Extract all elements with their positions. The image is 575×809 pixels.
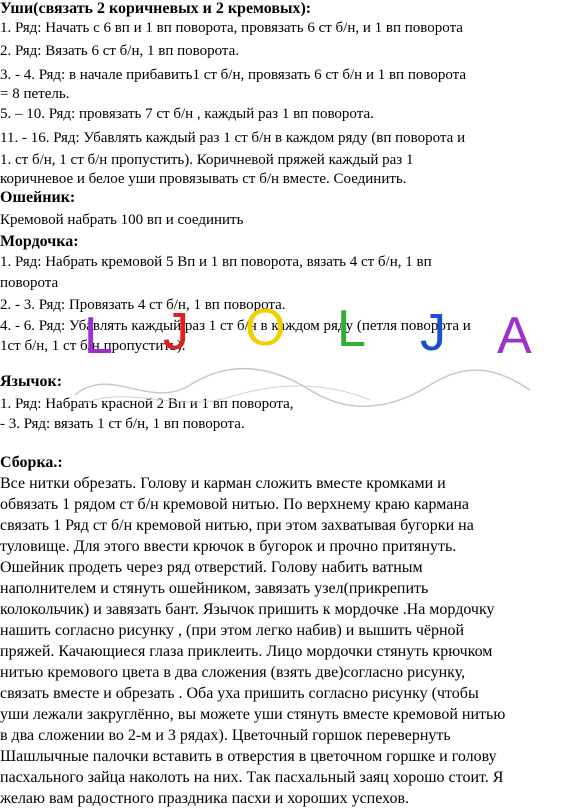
text-line: в два сложении во 2-м и 3 рядах). Цветочный горшок перевернуть — [0, 727, 451, 744]
section-heading-tongue: Язычок: — [0, 373, 63, 390]
text-line: 3. - 4. Ряд: в начале прибавить1 ст б/н, провязать 6 ст б/н и 1 вп поворота — [0, 67, 467, 83]
section-heading-assembly: Сборка.: — [0, 454, 63, 471]
text-line: 1. Ряд: Начать с 6 вп и 1 вп поворота, провязать 6 ст б/н, и 1 вп поворота — [0, 20, 463, 36]
text-line: Кремовой набрать 100 вп и соединить — [0, 212, 244, 228]
text-line: 4. - 6. Ряд: Убавлять каждый раз 1 ст б/н в каждом ряду (петля поворота и — [0, 318, 471, 334]
section-heading-ears: Уши(связать 2 коричневых и 2 кремовых): — [0, 0, 312, 17]
text-line: пряжей. Качающиеся глаза приклеить. Лицо мордочки стянуть крючком — [0, 643, 493, 660]
watermark-letter: L — [337, 300, 366, 358]
text-line: коричневое и белое уши провязывать ст б/н вместе. Соединить. — [0, 171, 407, 187]
text-line: 1. Ряд: Набрать красной 2 Вп и 1 вп поворота, — [0, 396, 294, 412]
watermark-letter: J — [420, 304, 446, 362]
text-line: колокольчик) и завязать бант. Язычок пришить к мордочке .На мордочку — [0, 601, 495, 618]
text-line: туловище. Для этого ввести крючок в бугорок и прочно притянуть. — [0, 538, 457, 555]
text-line: 5. – 10. Ряд: провязать 7 ст б/н , каждый раз 1 вп поворота. — [0, 106, 374, 122]
text-line: 1. ст б/н, 1 ст б/н пропустить). Коричневой пряжей каждый раз 1 — [0, 152, 414, 168]
watermark-scribble — [70, 355, 540, 415]
text-line: Все нитки обрезать. Голову и карман сложить вместе кромками и — [0, 475, 446, 492]
text-line: 1. Ряд: Набрать кремовой 5 Вп и 1 вп поворота, вязать 4 ст б/н, 1 вп — [0, 254, 432, 270]
watermark-letter: O — [245, 299, 286, 357]
text-line: пасхального зайца наколоть на них. Так пасхальный заяц хорошо стоит. Я — [0, 769, 504, 786]
text-line: связать вместе и обрезать . Оба уха пришить согласно рисунку (чтобы — [0, 685, 479, 702]
text-line: уши лежали закруглённо, вы можете уши стянуть вместе кремовой нитью — [0, 706, 506, 723]
text-line: 2. Ряд: Вязать 6 ст б/н, 1 вп поворота. — [0, 43, 240, 59]
text-line: 2. - 3. Ряд: Провязать 4 ст б/н, 1 вп поворота. — [0, 297, 286, 313]
watermark-letter: A — [497, 307, 532, 365]
text-line: нашить согласно рисунку , (при этом легко набив) и вышить чёрной — [0, 622, 465, 639]
text-line: = 8 петель. — [0, 86, 70, 102]
watermark-letter: L — [84, 307, 113, 365]
text-line: наполнителем и стянуть ошейником, завязать узел(прикрепить — [0, 580, 429, 597]
watermark-letter: J — [163, 303, 189, 361]
section-heading-collar: Ошейник: — [0, 189, 76, 206]
text-line: обвязать 1 рядом ст б/н кремовой нитью. По верхнему краю кармана — [0, 496, 469, 513]
text-line: - 3. Ряд: вязать 1 ст б/н, 1 вп поворота. — [0, 416, 245, 432]
text-line: Ошейник продеть через ряд отверстий. Голову набить ватным — [0, 559, 423, 576]
text-line: Шашлычные палочки вставить в отверстия в цветочном горшке и голову — [0, 748, 497, 765]
section-heading-muzzle: Мордочка: — [0, 233, 79, 250]
text-line: связать 1 Ряд ст б/н кремовой нитью, при этом захватывая бугорки на — [0, 517, 474, 534]
text-line: поворота — [0, 275, 59, 291]
text-line: 11. - 16. Ряд: Убавлять каждый раз 1 ст б/н в каждом ряду (вп поворота и — [0, 130, 466, 146]
text-line: 1ст б/н, 1 ст б/н пропустить). — [0, 338, 186, 354]
text-line: нитью кремового цвета в два сложения (взять две)согласно рисунку, — [0, 664, 466, 681]
text-line: желаю вам радостного праздника пасхи и хороших успехов. — [0, 790, 410, 807]
